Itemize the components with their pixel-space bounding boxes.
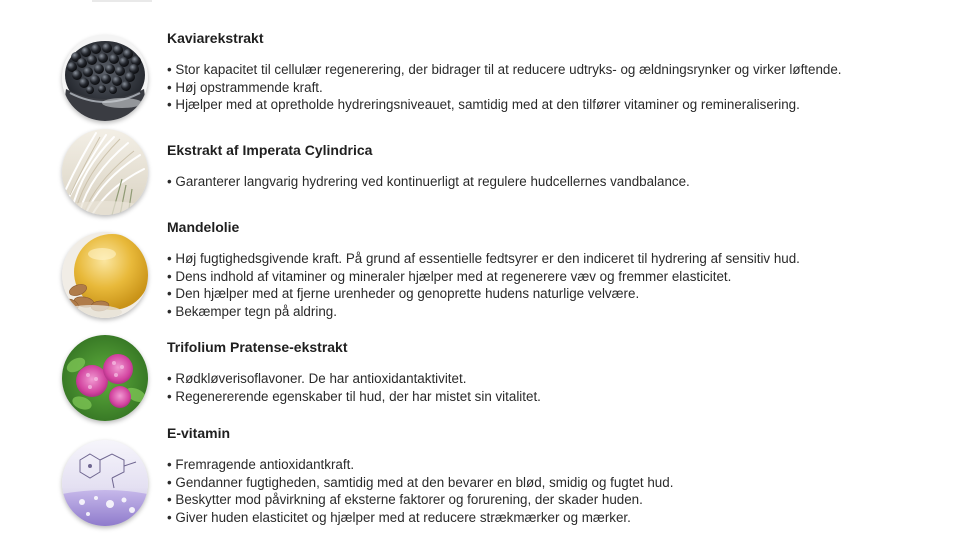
imperata-grass-icon — [62, 129, 148, 215]
bullet-item: • Fremragende antioxidantkraft. — [167, 457, 355, 472]
ingredient-bullets — [167, 456, 673, 526]
ingredient-title: Mandelolie — [167, 219, 240, 235]
bullet-item: • Garanterer langvarig hydrering ved kontinuerligt at regulere hudcellernes vandbalance. — [167, 174, 690, 189]
bullet-item: • Rødkløverisoflavoner. De har antioxidantaktivitet. — [167, 371, 467, 386]
bullet-item: • Høj opstrammende kraft. — [167, 79, 323, 95]
bullet-item: • Regenererende egenskaber til hud, der har mistet sin vitalitet. — [167, 388, 541, 404]
bullet-item: • Høj fugtighedsgivende kraft. På grund af essentielle fedtsyrer er den indiceret til hydrering af sensitiv hud. — [167, 251, 800, 266]
bullet-item: • Beskytter mod påvirkning af eksterne faktorer og forurening, der skader huden. — [167, 492, 643, 507]
red-clover-icon — [62, 335, 148, 421]
ingredient-bullets — [167, 250, 800, 320]
ingredient-bullets — [167, 370, 541, 405]
bullet-item: • Stor kapacitet til cellulær regenerering, der bidrager til at reducere udtryks- og ældningsrynker og virker løftende. — [167, 62, 842, 77]
ingredient-bullets — [167, 61, 842, 114]
caviar-icon — [62, 35, 148, 121]
almond-oil-icon — [62, 232, 148, 318]
ingredient-title: Ekstrakt af Imperata Cylindrica — [167, 142, 373, 158]
vitamin-e-icon — [62, 440, 148, 526]
bullet-item: • Den hjælper med at fjerne urenheder og genoprette hudens naturlige velvære. — [167, 286, 640, 301]
ingredient-title: Kaviarekstrakt — [167, 30, 264, 46]
ingredient-bullets — [167, 173, 690, 191]
bullet-item: • Dens indhold af vitaminer og mineraler hjælper med at regenerere væv og fremmer elasticitet. — [167, 268, 732, 284]
ingredient-title: E-vitamin — [167, 425, 231, 441]
bullet-item: • Bekæmper tegn på aldring. — [167, 303, 337, 319]
bullet-item: • Hjælper med at opretholde hydreringsniveauet, samtidig med at den tilfører vitaminer og remineralisering. — [167, 97, 800, 112]
bullet-item: • Giver huden elasticitet og hjælper med at reducere strækmærker og mærker. — [167, 509, 631, 525]
ingredient-title: Trifolium Pratense-ekstrakt — [167, 339, 348, 355]
bullet-item: • Gendanner fugtigheden, samtidig med at den bevarer en blød, smidig og fugtet hud. — [167, 474, 674, 490]
top-divider — [92, 0, 152, 2]
